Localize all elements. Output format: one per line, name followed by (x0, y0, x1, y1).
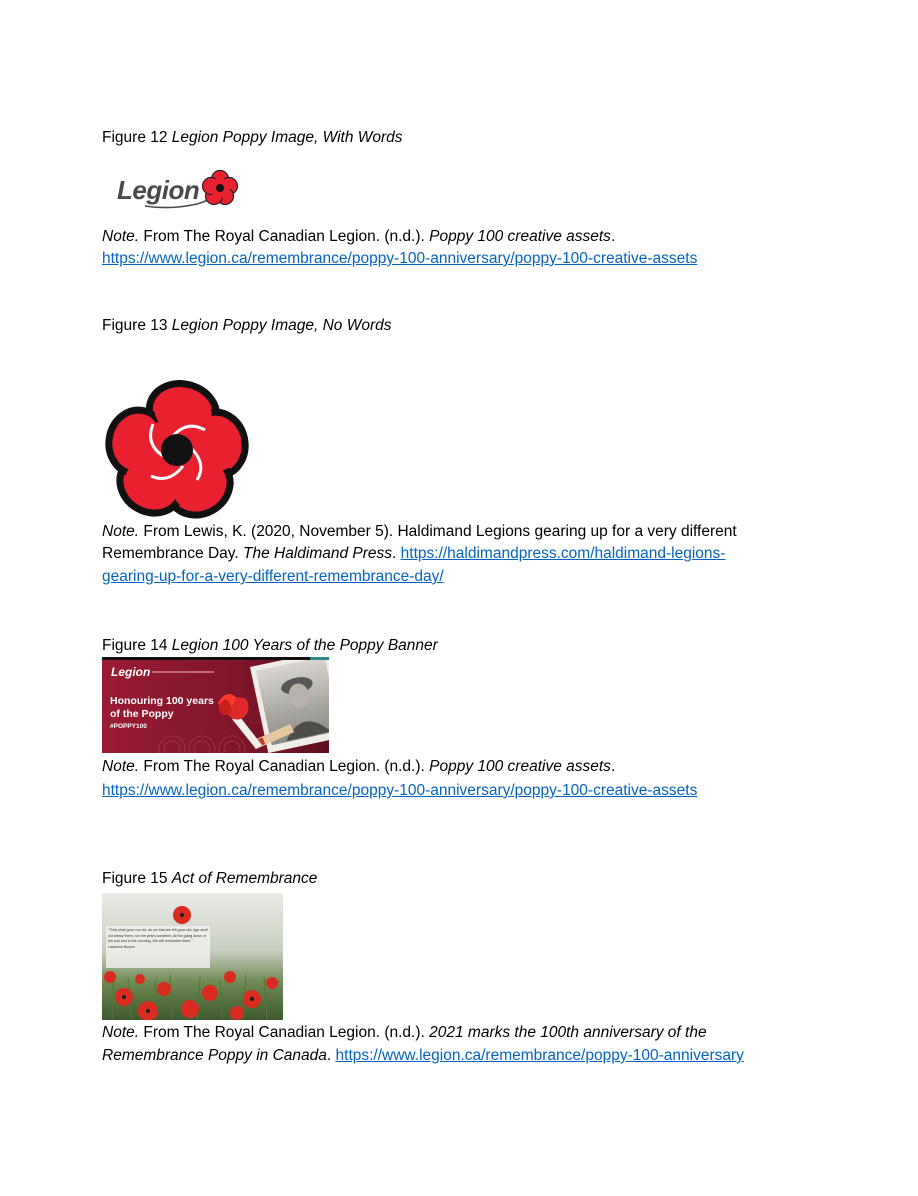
note-text: From Lewis, K. (2020, November 5). Haldimand Legions gearing up for a very different (139, 523, 737, 540)
note-label: Note. (102, 523, 140, 540)
figure-15-source-link[interactable]: https://www.legion.ca/remembrance/poppy-100-anniversary (335, 1047, 744, 1064)
figure-label: Figure 12 (102, 129, 172, 146)
figure-title: Legion Poppy Image, With Words (171, 129, 403, 146)
figure-12-caption (102, 127, 403, 149)
note-source: The Haldimand Press (242, 545, 393, 562)
note-text: From The Royal Canadian Legion. (n.d.). (139, 1024, 430, 1041)
banner-heading-line1: Honouring 100 years (110, 695, 214, 707)
figure-12-note (102, 226, 615, 248)
note-end: . (392, 545, 401, 562)
note-source: Poppy 100 creative assets (429, 758, 611, 775)
note-text: From The Royal Canadian Legion. (n.d.). (139, 228, 430, 245)
figure-12-source-link[interactable]: https://www.legion.ca/remembrance/poppy-100-anniversary/poppy-100-creative-assets (102, 250, 698, 267)
note-end: . (610, 228, 616, 245)
figure-title: Act of Remembrance (171, 870, 318, 887)
figure-13-source-link[interactable]: https://haldimandpress.com/haldimand-legions- (400, 545, 726, 562)
figure-label: Figure 14 (102, 637, 172, 654)
figure-14-url-line (102, 780, 697, 802)
note-source: Poppy 100 creative assets (429, 228, 611, 245)
remembrance-poppy-field-image (102, 893, 283, 1020)
figure-title: Legion 100 Years of the Poppy Banner (171, 637, 438, 654)
figure-13-caption (102, 315, 392, 337)
large-poppy-image (100, 380, 254, 520)
banner-tagline-bar (152, 671, 214, 673)
banner-heading-line2: of the Poppy (110, 708, 174, 720)
figure-label: Figure 13 (102, 317, 172, 334)
poppy-icon (104, 380, 250, 520)
note-source: 2021 marks the 100th anniversary of the (429, 1024, 707, 1041)
legion-logo-text: Legion (117, 175, 200, 205)
note-end: . (610, 758, 616, 775)
note-label: Note. (102, 228, 140, 245)
figure-12-url-line (102, 248, 697, 270)
note-label: Note. (102, 758, 140, 775)
figure-15-caption (102, 868, 317, 890)
figure-15-note-line2 (102, 1045, 744, 1067)
note-end: . (326, 1047, 336, 1064)
figure-14-note (102, 756, 615, 778)
figure-14-caption (102, 635, 438, 657)
figure-13-source-link-continued[interactable]: gearing-up-for-a-very-different-remembrance-day/ (102, 568, 444, 585)
note-source-continued: Remembrance Poppy in Canada (102, 1047, 327, 1064)
note-text-2: Remembrance Day. (102, 545, 243, 562)
poppy-100-banner (102, 657, 329, 753)
figure-title: Legion Poppy Image, No Words (171, 317, 392, 334)
figure-15-note (102, 1022, 707, 1044)
legion-logo (115, 166, 241, 214)
figure-14-source-link[interactable]: https://www.legion.ca/remembrance/poppy-100-anniversary/poppy-100-creative-assets (102, 782, 698, 799)
note-text: From The Royal Canadian Legion. (n.d.). (139, 758, 430, 775)
remembrance-quote: "They shall grow not old, as we that are left grow old; Age shall not weary them, nor the years condemn. At the going down of the sun and in the morning, We will remember them." - Laurence Binyon (108, 928, 208, 949)
figure-13-note (102, 521, 737, 543)
poppy-icon (203, 171, 238, 205)
figure-13-url-line (102, 566, 444, 588)
banner-hashtag: #POPPY100 (110, 723, 147, 730)
banner-legion-logo: Legion (111, 665, 151, 679)
figure-label: Figure 15 (102, 870, 172, 887)
figure-13-note-line2 (102, 543, 725, 565)
note-label: Note. (102, 1024, 140, 1041)
